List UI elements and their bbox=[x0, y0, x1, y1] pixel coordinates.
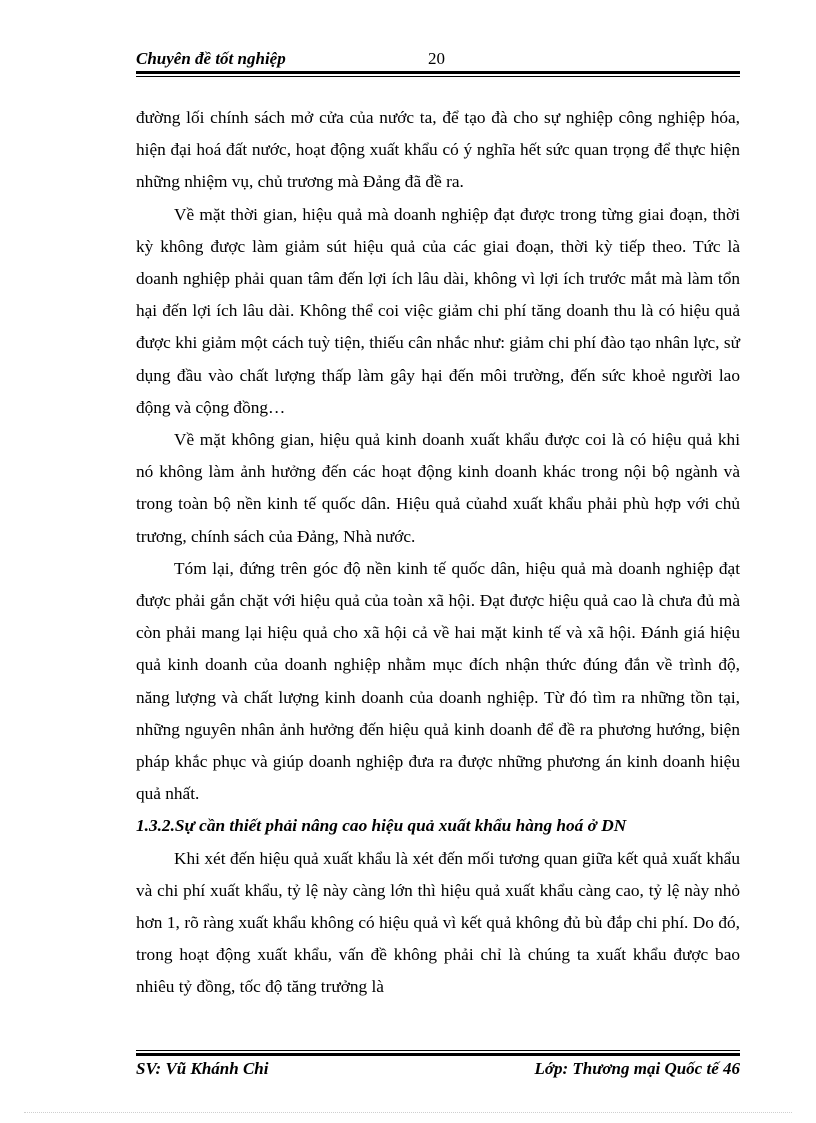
paragraph-necessity: Khi xét đến hiệu quả xuất khẩu là xét đến mối tương quan giữa kết quả xuất khẩu và chi phí xuất khẩu, tỷ lệ này càng lớn thì hiệu quả xuất khẩu càng cao, tỷ lệ này nhỏ hơn 1, rõ ràng xuất khẩu không có hiệu quả vì kết quả không đủ bù đắp chi phí. Do đó, trong hoạt động xuất khẩu, vấn đề không phải chỉ là chúng ta xuất khẩu được bao nhiêu tỷ đồng, tốc độ tăng trưởng là bbox=[136, 848, 740, 997]
paragraph-continuation: đường lối chính sách mở cửa của nước ta, để tạo đà cho sự nghiệp công nghiệp hóa, hiện đại hoá đất nước, hoạt động xuất khẩu có ý nghĩa hết sức quan trọng để thực hiện những nhiệm vụ, chủ trương mà Đảng đã đề ra. bbox=[136, 108, 740, 192]
header-rule-thick bbox=[136, 71, 740, 74]
page-footer bbox=[136, 1059, 740, 1083]
footer-rule-thin bbox=[136, 1050, 740, 1051]
paragraph-summary: Tóm lại, đứng trên góc độ nền kinh tế quốc dân, hiệu quả mà doanh nghiệp đạt được phải gắn chặt với hiệu quả của toàn xã hội. Đạt được hiệu quả cao là chưa đủ mà còn phải mang lại hiệu quả cho xã hội cả về hai mặt kinh tế và xã hội. Đánh giá hiệu quả kinh doanh của doanh nghiệp nhằm mục đích nhận thức đúng đắn về trình độ, năng lượng và chất lượng kinh doanh của doanh nghiệp. Từ đó tìm ra những tồn tại, những nguyên nhân ảnh hưởng đến hiệu quả kinh doanh để đề ra phương hướng, biện pháp khắc phục và giúp doanh nghiệp đưa ra được những phương án kinh doanh hiệu quả nhất. bbox=[136, 558, 740, 804]
body-text bbox=[136, 102, 740, 1004]
page-edge-divider bbox=[24, 1112, 792, 1113]
student-name: SV: Vũ Khánh Chi bbox=[136, 1059, 269, 1078]
class-name: Lớp: Thương mại Quốc tế 46 bbox=[534, 1059, 740, 1078]
footer-rule-thick bbox=[136, 1053, 740, 1056]
section-heading: 1.3.2.Sự cần thiết phải nâng cao hiệu quả xuất khẩu hàng hoá ở DN bbox=[136, 816, 627, 836]
paragraph-space-aspect: Về mặt không gian, hiệu quả kinh doanh xuất khẩu được coi là có hiệu quả khi nó không làm ảnh hưởng đến các hoạt động kinh doanh khác trong nội bộ ngành và trong toàn bộ nền kinh tế quốc dân. Hiệu quả củahd xuất khẩu phải phù hợp với chủ trương, chính sách của Đảng, Nhà nước. bbox=[136, 430, 740, 546]
header-rule-thin bbox=[136, 76, 740, 77]
document-title: Chuyên đề tốt nghiệp bbox=[136, 49, 286, 68]
page-number: 20 bbox=[428, 49, 445, 68]
page-header bbox=[136, 49, 740, 71]
paragraph-time-aspect: Về mặt thời gian, hiệu quả mà doanh nghiệp đạt được trong từng giai đoạn, thời kỳ không được làm giảm sút hiệu quả của các giai đoạn, thời kỳ tiếp theo. Tức là doanh nghiệp phải quan tâm đến lợi ích lâu dài, không vì lợi ích trước mắt mà làm tổn hại đến lợi ích lâu dài. Không thể coi việc giảm chi phí tăng doanh thu là có hiệu quả được khi giảm một cách tuỳ tiện, thiếu cân nhắc như: giảm chi phí đào tạo nhân lực, sử dụng đầu vào chất lượng thấp làm gây hại đến môi trường, đến sức khoẻ người lao động và cộng đồng… bbox=[136, 204, 740, 417]
